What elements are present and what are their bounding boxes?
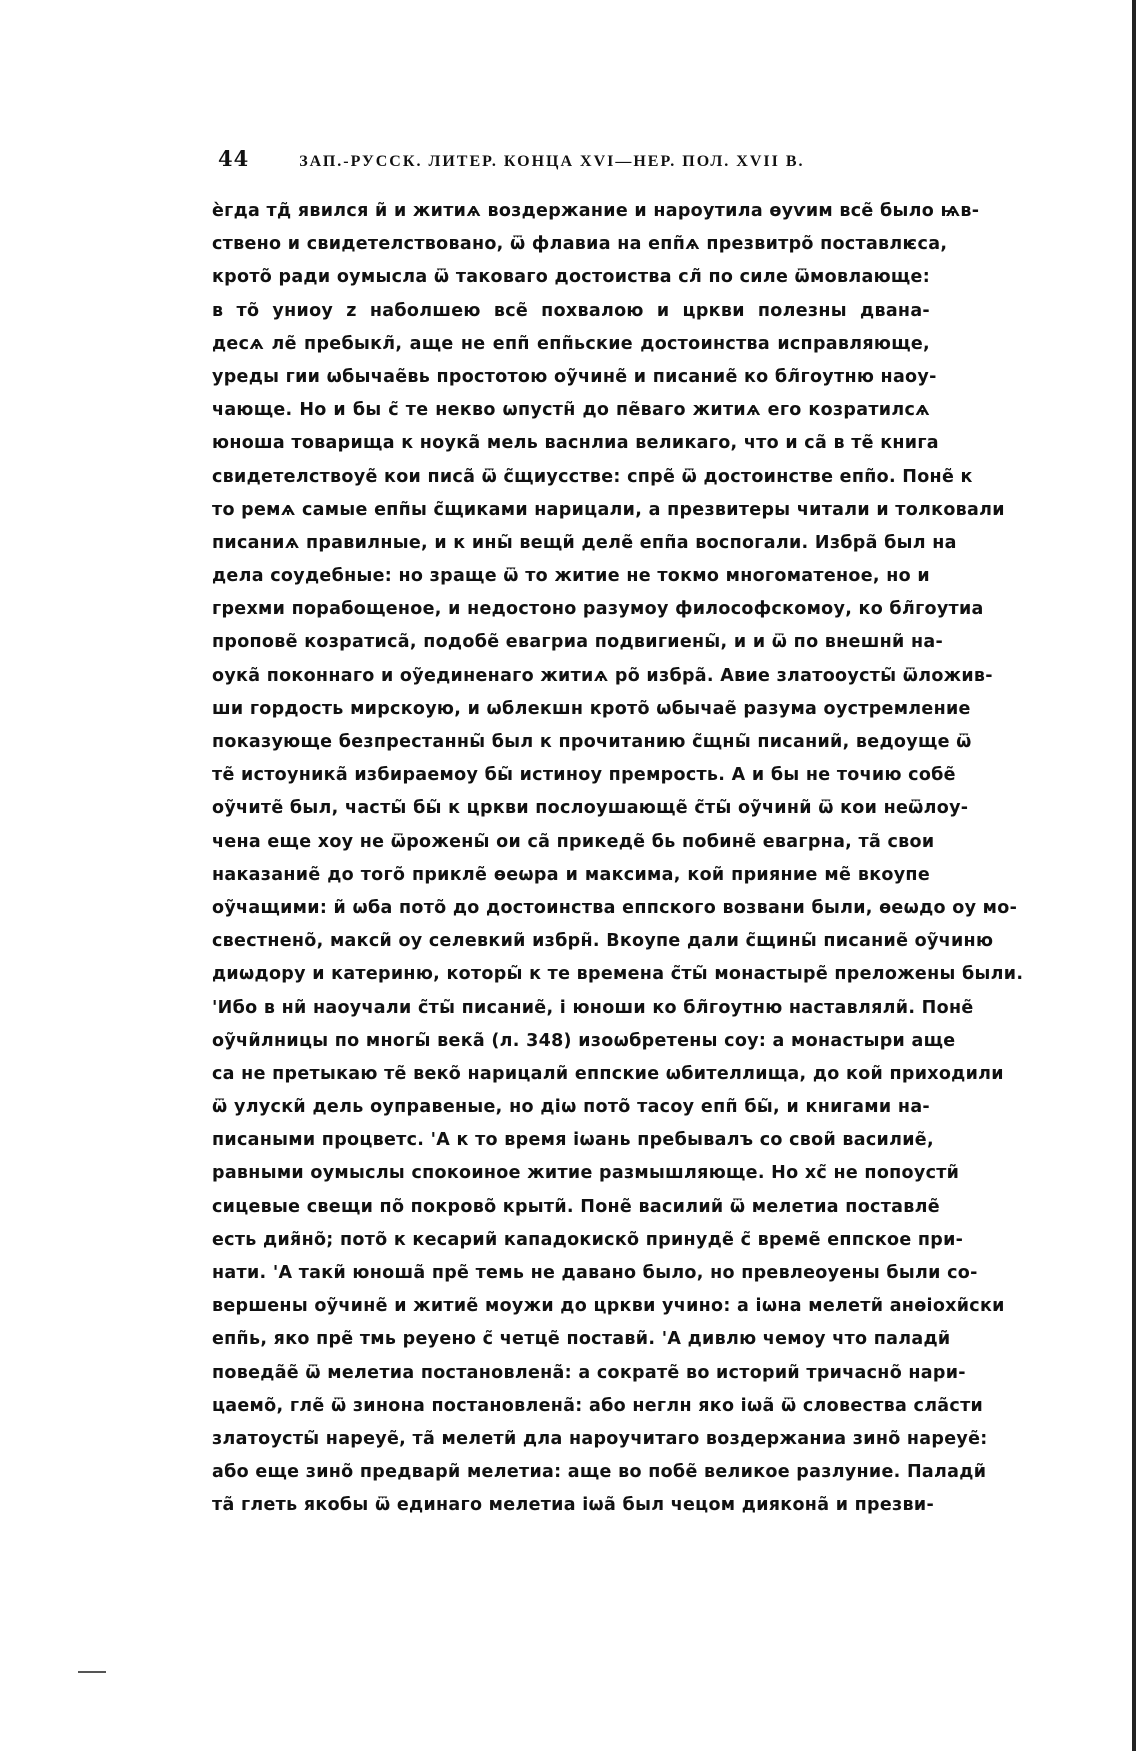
- text-line: чена еще хоу не ѿрожены̃ ои са̃ прикеде̃ бь побине̃ евагрна, та̃ свои: [212, 831, 935, 852]
- text-line: юноша товарища к ноука̃ мель васнлиа великаго, что и са̃ в те̃ книга: [212, 433, 939, 454]
- text-line: пропове̃ козратиса̃, подобе̃ евагриа подвигиены̃, и и ѿ по внешни̃ на-: [212, 632, 944, 653]
- text-line: 'Ибо в ни̃ наоучали с̃ты̃ писание̃, і юноши ко бл̃гоутню наставляли̃. Поне̃: [212, 997, 974, 1018]
- text-line: равными оумыслы спокоиное житие размышляюще. Но хс̃ не попоусти̃: [212, 1163, 960, 1184]
- page-edge-border: [1132, 0, 1136, 1751]
- text-line: дела соудебные: но зраще ѿ то житие не токмо многоматеное, но и: [212, 566, 930, 587]
- text-line: писаными процветс. 'А к то время іѡань пребывалъ со свои̃ василие̃,: [212, 1130, 934, 1151]
- text-line: ствено и свидетелствовано, ѿ флавиа на епп̃ѧ презвитро̃ поставлѥса,: [212, 234, 948, 255]
- text-line: свестнено̃, макси̃ оу селевкии̃ избрн̃. Вкоупе дали с̃щины̃ писание̃ оу̃чиню: [212, 931, 994, 952]
- page-header: [218, 146, 918, 171]
- text-line: наказание̃ до того̃ прикле̃ ѳеѡра и максима, кои̃ прияние ме̃ вкоупе: [212, 864, 930, 885]
- text-line: сицевые свещи по̃ покрово̃ крыти̃. Поне̃ василии̃ ѿ мелетиа поставле̃: [212, 1196, 940, 1217]
- text-line: поведа̃е̃ ѿ мелетиа постановлена̃: а сократе̃ во истории̃ тричасно̃ нари-: [212, 1362, 966, 1383]
- text-line: грехми порабощеное, и недостоно разумоу философскомоу, ко бл̃гоутиа: [212, 599, 984, 620]
- text-line: та̃ глеть якобы ѿ единаго мелетиа іѡа̃ был чецом диякона̃ и презви-: [212, 1495, 935, 1516]
- text-line: вершены оу̃чине̃ и житие̃ моужи до цркви учино: а іѡна мелети̃ анѳіохи̃ски: [212, 1296, 1005, 1317]
- text-line: в то̃ униоу z наболшею все̃ похвалою и цркви полезны двана-: [212, 300, 930, 321]
- text-line: чающе. Но и бы с̃ те некво ѡпустн̃ до пе̃ваго житиѧ его козратилсѧ: [212, 400, 930, 421]
- body-text: [212, 195, 1024, 1535]
- text-line: са не претыкаю те̃ веко̃ нарицали̃ еппские ѡбителлища, до кои̃ приходили: [212, 1063, 1004, 1084]
- text-line: ши гордость мирскоую, и ѡблекшн крото̃ ѡбычае̃ разума оустремление: [212, 698, 971, 719]
- text-line: нати. 'А таки̃ юноша̃ пре̃ темь не давано было, но превлеоуены были со-: [212, 1263, 978, 1283]
- text-line: оу̃чи̃лницы по многы̃ века̃ (л. 348) изоѡбретены соу: а монастыри аще: [212, 1030, 956, 1051]
- text-line: уреды гии ѡбычае̃вь простотою оу̃чине̃ и писание̃ ко бл̃гоутню наоу-: [212, 366, 937, 387]
- text-line: оука̃ поконнаго и оу̃единенаго житиѧ ро̃ избра̃. Авие златооусты̃ ѿложив-: [212, 665, 993, 686]
- running-title: ЗАП.-РУССК. ЛИТЕР. КОНЦА XVI—НЕР. ПОЛ. XVII В.: [299, 153, 805, 170]
- text-line: златоусты̃ нареуе̃, та̃ мелети̃ дла нароучитаго воздержаниа зино̃ нареуе̃:: [212, 1428, 988, 1449]
- text-line: есть дия̃но̃; пото̃ к кесарии̃ кападокиско̃ принуде̃ с̃ време̃ еппское при-: [212, 1229, 964, 1250]
- text-line: цаемо̃, гле̃ ѿ зинона постановлена̃: або неглн яко іѡа̃ ѿ словества сла̃сти: [212, 1395, 984, 1416]
- text-line: крото̃ ради оумысла ѿ таковаго достоиства сл̃ по силе ѿмовлающе:: [212, 267, 930, 288]
- text-line: оу̃чащими: и̃ ѡба пото̃ до достоинства еппского возвани были, ѳеѡдо оу мо-: [212, 897, 1018, 918]
- text-line: свидетелствоуе̃ кои писа̃ ѿ с̃щиусстве: спре̃ ѿ достоинстве епп̃о. Поне̃ к: [212, 466, 973, 487]
- footnote-rule: [78, 1671, 106, 1673]
- text-line: епп̃ь, яко пре̃ тмь реуено с̃ четце̃ постави̃. 'А дивлю чемоу что палади̃: [212, 1329, 951, 1350]
- page-number: 44: [218, 146, 250, 171]
- text-line: десѧ ле̃ пребыкл̃, аще не епп̃ епп̃ьские достоинства исправляюще,: [212, 333, 930, 354]
- text-line: оу̃чите̃ был, часты̃ бы̃ к цркви послоушающе̃ с̃ты̃ оу̃чини̃ ѿ кои неѿлоу-: [212, 798, 969, 819]
- text-line: або еще зино̃ предвари̃ мелетиа: аще во побе̃ великое разлуние. Палади̃: [212, 1462, 987, 1483]
- text-line: показующе безпрестанны̃ был к прочитанию с̃щны̃ писании̃, ведоуще ѿ: [212, 732, 972, 752]
- text-line: ѐгда тд̃ явился и̃ и житиѧ воздержание и нароутила ѳуѵим все̃ было ѩв-: [212, 201, 980, 221]
- text-line: те̃ истоуника̃ избираемоу бы̃ истиноу премрость. А и бы не точию собе̃: [212, 765, 956, 786]
- text-line: то ремѧ самые епп̃ы с̃щиками нарицали, а презвитеры читали и толковали: [212, 499, 1005, 520]
- text-line: диѡдору и катериню, которы̃ к те времена с̃ты̃ монастыре̃ преложены были.: [212, 964, 1024, 985]
- text-line: ѿ улуски̃ дель оуправеные, но діѡ пото̃ тасоу епп̃ бы̃, и книгами на-: [212, 1097, 930, 1118]
- text-line: писаниѧ правилные, и к ины̃ вещи̃ деле̃ епп̃а воспогали. Избра̃ был на: [212, 532, 957, 553]
